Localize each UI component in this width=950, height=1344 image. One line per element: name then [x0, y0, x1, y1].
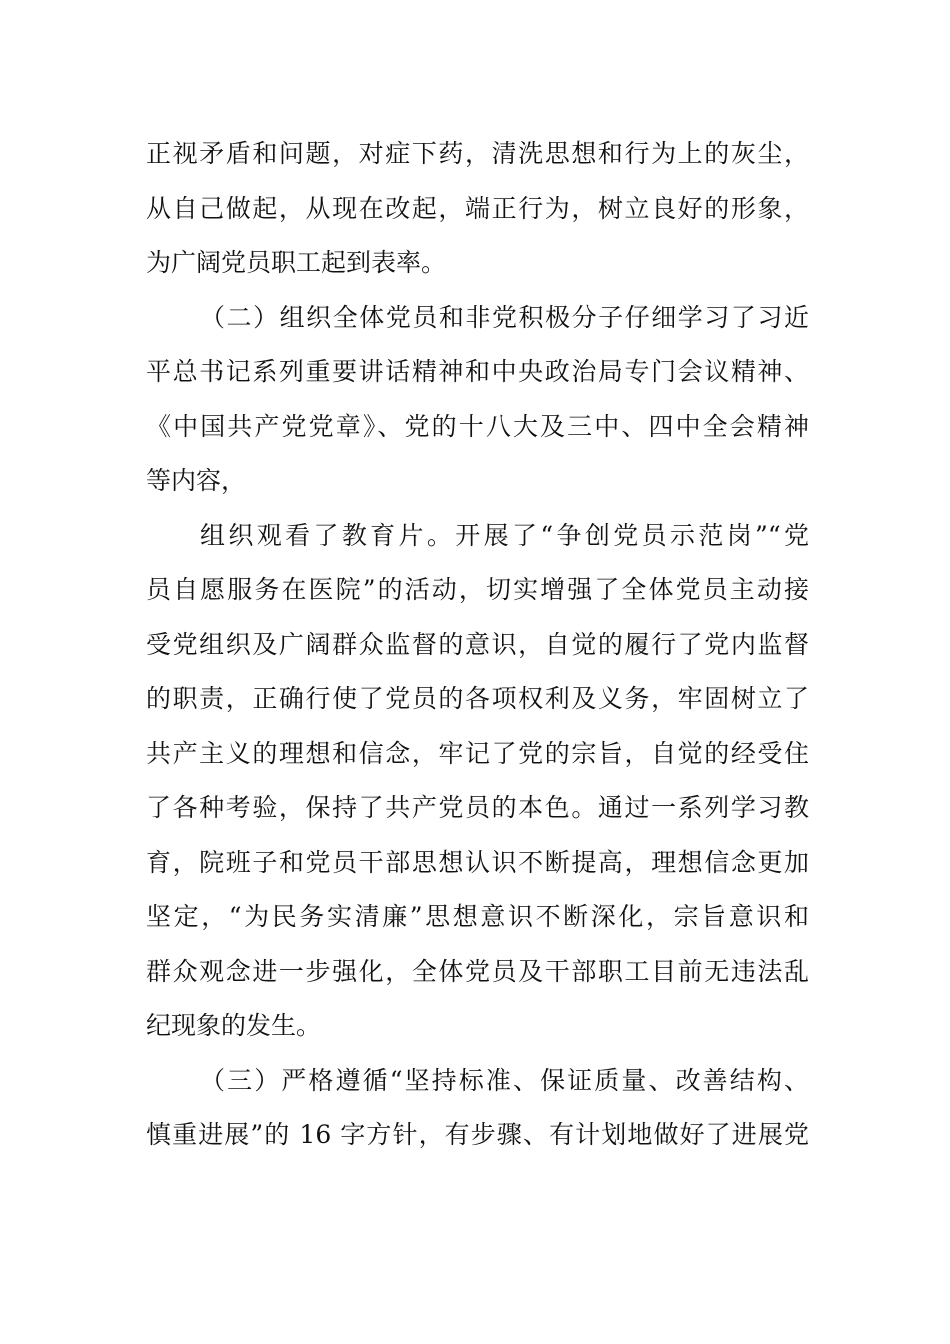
paragraph-3: [146, 509, 809, 1054]
text-line: 受党组织及广阔群众监督的意识，自觉的履行了党内监督: [146, 629, 809, 659]
document-body: [146, 127, 809, 1163]
text-line: 《中国共产党党章》、党的十八大及三中、四中全会精神: [146, 411, 809, 441]
text-line: 群众观念进一步强化，全体党员及干部职工目前无违法乱: [146, 956, 809, 986]
text-line: 纪现象的发生。: [146, 1011, 322, 1040]
text-line: 为广阔党员职工起到表率。: [146, 248, 447, 277]
paragraph-2: [146, 291, 809, 509]
paragraph-1: [146, 127, 809, 291]
text-line: 等内容，: [146, 466, 247, 495]
text-line: 的职责，正确行使了党员的各项权利及义务，牢固树立了: [146, 684, 809, 713]
text-line: 组织观看了教育片。开展了“争创党员示范岗”“党: [200, 520, 809, 550]
text-line: 育，院班子和党员干部思想认识不断提高，理想信念更加: [146, 847, 809, 877]
text-line: 平总书记系列重要讲话精神和中央政治局专门会议精神、: [146, 357, 809, 386]
text-line: 正视矛盾和问题，对症下药，清洗思想和行为上的灰尘，: [146, 139, 809, 168]
text-line: 共产主义的理想和信念，牢记了党的宗旨，自觉的经受住: [146, 738, 809, 768]
text-line: 员自愿服务在医院”的活动，切实增强了全体党员主动接: [146, 575, 809, 604]
paragraph-4: [146, 1054, 809, 1163]
text-line: 了各种考验，保持了共产党员的本色。通过一系列学习教: [146, 793, 809, 822]
text-line: （二）组织全体党员和非党积极分子仔细学习了习近: [200, 302, 809, 332]
text-line: 从自己做起，从现在改起，端正行为，树立良好的形象，: [146, 193, 809, 223]
text-line: 坚定，“为民务实清廉”思想意识不断深化，宗旨意识和: [146, 902, 809, 931]
text-line: 慎重进展”的 16 字方针，有步骤、有计划地做好了进展党: [146, 1120, 809, 1149]
text-line: （三）严格遵循“坚持标准、保证质量、改善结构、: [200, 1065, 809, 1095]
